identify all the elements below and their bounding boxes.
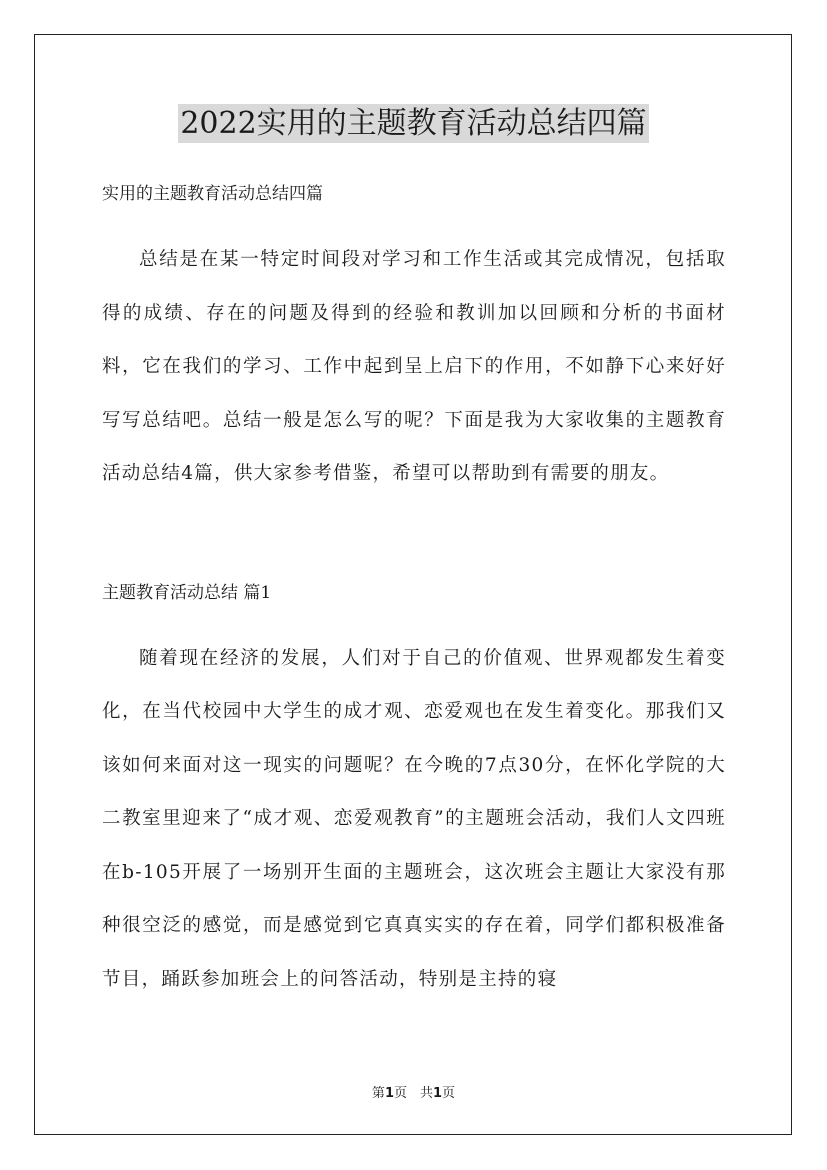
document-title-text: 2022实用的主题教育活动总结四篇 [180,106,647,141]
footer-page-current: 1 [384,1086,394,1101]
intro-paragraph: 总结是在某一特定时间段对学习和工作生活或其完成情况，包括取得的成绩、存在的问题及得到的经验和教训加以回顾和分析的书面材料，它在我们的学习、工作中起到呈上启下的作用，不如静下心来好好写写总结吧。总结一般是怎么写的呢？下面是我为大家收集的主题教育活动总结4篇，供大家参考借鉴，希望可以帮助到有需要的朋友。 [102,249,726,484]
footer-page-total: 1 [433,1086,443,1101]
footer-prefix: 第 [371,1086,385,1101]
section-heading: 主题教育活动总结 篇1 [102,582,272,603]
document-title [0,100,827,146]
footer-mid: 页 共 [393,1086,433,1101]
footer-suffix: 页 [442,1086,456,1101]
document-subtitle: 实用的主题教育活动总结四篇 [102,184,323,204]
page-footer [0,1082,827,1101]
document-body [102,176,726,1006]
section-paragraph: 随着现在经济的发展，人们对于自己的价值观、世界观都发生着变化，在当代校园中大学生的成才观、恋爱观也在发生着变化。那我们又该如何来面对这一现实的问题呢？在今晚的7点30分，在怀化学院的大二教室里迎来了“成才观、恋爱观教育”的主题班会活动，我们人文四班在b-105开展了一场别开生面的主题班会，这次班会主题让大家没有那种很空泛的感觉，而是感觉到它真真实实的存在着，同学们都积极准备节目，踊跃参加班会上的问答活动，特别是主持的寝 [102,647,726,990]
